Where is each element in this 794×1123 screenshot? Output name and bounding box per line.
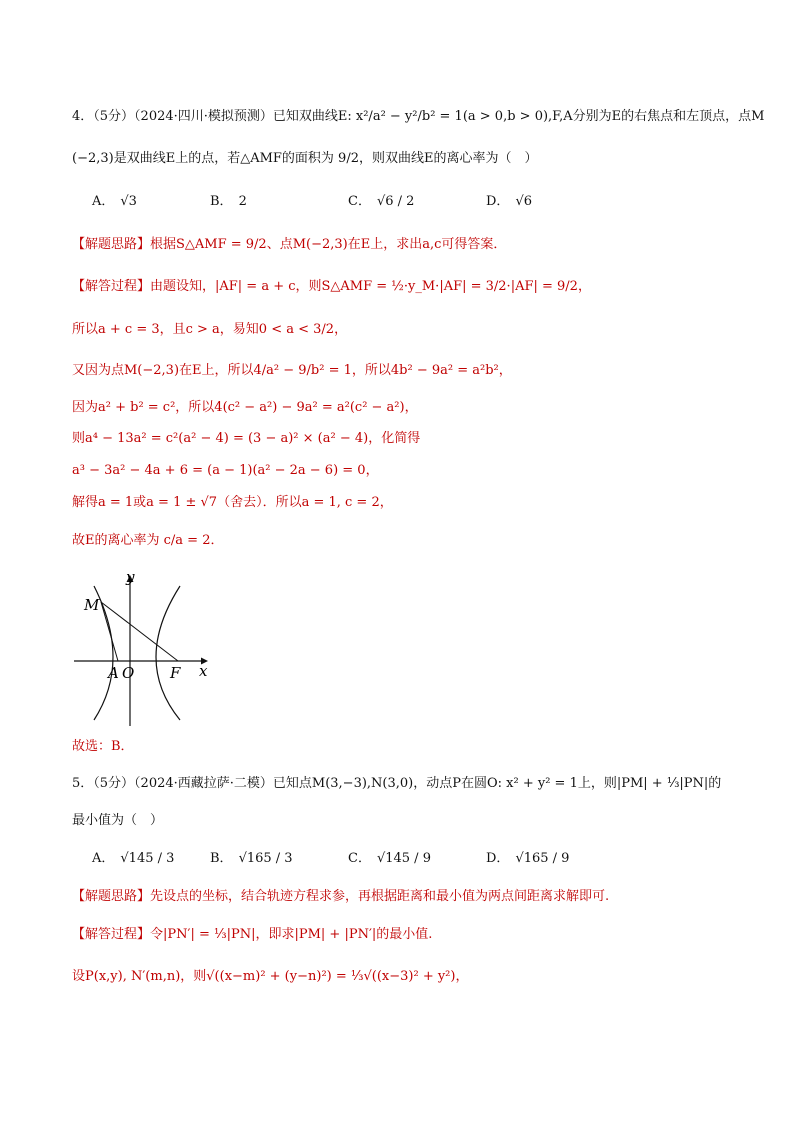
q4-choice-a[interactable]: A． √3	[92, 194, 137, 209]
q4-process-line5: 则a⁴ − 13a² = c²(a² − 4) = (3 − a)² × (a² − 4)，化简得	[72, 431, 421, 446]
q5-stem-line1: 5．（5分）（2024·西藏拉萨·二模）已知点M(3,−3),N(3,0)，动点P在圆O: x² + y² = 1上，则|PM| + ⅓|PN|的	[72, 776, 722, 791]
q4-process-line3: 又因为点M(−2,3)在E上，所以4/a² − 9/b² = 1，所以4b² − 9a² = a²b²，	[72, 363, 512, 378]
segment-ma	[101, 602, 118, 661]
label-x: x	[199, 662, 208, 680]
label-o: O	[122, 664, 135, 682]
q4-process-line4: 因为a² + b² = c²，所以4(c² − a²) − 9a² = a²(c² − a²)，	[72, 400, 418, 415]
label-f: F	[170, 664, 181, 682]
q4-process-line6: a³ − 3a² − 4a + 6 = (a − 1)(a² − 2a − 6) = 0，	[72, 463, 379, 478]
q4-solution-thinking: 【解题思路】根据S△AMF = 9/2、点M(−2,3)在E上，求出a,c可得答案．	[72, 237, 507, 252]
q4-answer: 故选：B．	[72, 739, 134, 754]
q4-process-line7: 解得a = 1或a = 1 ± √7（舍去）．所以a = 1, c = 2，	[72, 495, 393, 510]
label-y: y	[126, 570, 135, 586]
label-m: M	[84, 596, 100, 614]
q4-choice-d[interactable]: D． √6	[486, 194, 532, 209]
q4-stem-line2: (−2,3)是双曲线E上的点，若△AMF的面积为 9/2，则双曲线E的离心率为（ ）	[72, 151, 538, 166]
label-a: A	[108, 664, 119, 682]
q4-process-line1: 【解答过程】由题设知，|AF| = a + c，则S△AMF = ½·y_M·|AF| = 3/2·|AF| = 9/2，	[72, 279, 591, 294]
q5-stem-line2: 最小值为（ ）	[72, 813, 164, 828]
q5-choice-c[interactable]: C． √145 / 9	[348, 851, 431, 866]
q5-process-line2: 设P(x,y), N′(m,n)，则√((x−m)² + (y−n)²) = ⅓√((x−3)² + y²)，	[72, 969, 469, 984]
q4-stem-line1: 4．（5分）（2024·四川·模拟预测）已知双曲线E: x²/a² − y²/b² = 1(a > 0,b > 0),F,A分别为E的右焦点和左顶点，点M	[72, 109, 765, 124]
q5-solution-thinking: 【解题思路】先设点的坐标，结合轨迹方程求参，再根据距离和最小值为两点间距离求解即可.	[72, 889, 610, 904]
q5-choice-b[interactable]: B． √165 / 3	[210, 851, 293, 866]
q4-choice-c[interactable]: C． √6 / 2	[348, 194, 415, 209]
q5-choice-a[interactable]: A． √145 / 3	[92, 851, 175, 866]
q5-choice-d[interactable]: D． √165 / 9	[486, 851, 570, 866]
q4-process-line8: 故E的离心率为 c/a = 2．	[72, 533, 224, 548]
q5-process-line1: 【解答过程】令|PN′| = ⅓|PN|，即求|PM| + |PN′|的最小值.	[72, 927, 433, 942]
q4-process-line2: 所以a + c = 3，且c > a，易知0 < a < 3/2，	[72, 322, 348, 337]
hyperbola-diagram	[72, 570, 222, 730]
q4-choice-b[interactable]: B． 2	[210, 194, 247, 209]
